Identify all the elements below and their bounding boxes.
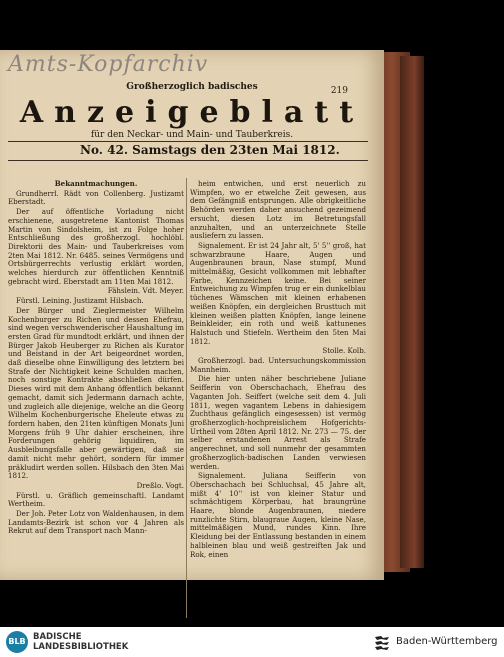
column-divider [186, 178, 187, 618]
issue-line: No. 42. Samstags den 23ten Mai 1812. [80, 143, 340, 157]
paragraph: Großherzogl. bad. Untersuchungskommission Mannheim. [190, 356, 366, 374]
paragraph: Der Bürger und Zieglermeister Wilhelm Kochenburger zu Richen und dessen Ehefrau, sind wegen verschwenderischer Haushaltung im ersten Grad für mundtodt erklärt, und ihnen der Bürger Jakob Heuberger zu Richen als Kurator und Beistand in der Art beigeordnet worden, daß dieselbe ohne Einwilligung des letztern bei Strafe der Nichtigkeit keine Schulden machen, noch sonstige Kontrakte abschließen dürfen. Dieses wird mit dem Anhang öffentlich bekannt gemacht, damit sich Jedermann darnach achte, und zugleich alle diejenige, welche an die Georg Wilhelm Kochenburgerische Eheleute etwas zu fordern haben, den 21ten künftigen Monats Juni Morgens früh 9 Uhr dahier erscheinen, ihre Forderungen gehörig liquidiren, im Ausbleibungsfalle aber gewärtigen, daß sie damit nicht mehr gehört, sondern für immer präkludirt werden sollen. Hilsbach den 3ten Mai 1812. [8, 305, 184, 481]
bw-label: Baden-Württemberg [396, 636, 498, 647]
column-right [190, 180, 366, 560]
header-rule-top [8, 141, 368, 142]
paragraph: heim entwichen, und erst neuerlich zu Wimpfen, wo er etwelche Zeit gewesen, aus dem Gefängniß entsprungen. Alle obrigkeitliche Behörden werden daher ansuchend gezeimend ersucht, diesen Lotz im Betretungsfall anzuhalten, und an unterzeichnete Stelle ausliefern zu lassen. [190, 179, 366, 241]
bw-lions-icon [373, 633, 391, 651]
section-heading: Bekanntmachungen. [54, 179, 138, 188]
handwritten-note: Amts-Kopfarchiv [8, 52, 209, 77]
blb-logo-icon: BLB [6, 631, 28, 653]
masthead-subtitle: für den Neckar- und Main- und Tauberkreis. [90, 130, 294, 140]
paragraph: Die hier unten näher beschriebene Juliane Seifferin von Oberschachach, Ehefrau des Vaganten Joh. Seiffert (welche seit dem 4. Juli 1811, wegen vagantem Lebens in dahiesigem Zuchthaus gefänglich eingesessen) ist vermög großherzoglich-hochpreislichem Hofgerichts-Urtheil vom 28ten April 1812. Nr. 273 — 75. der selber erstandenen Arrest als Strafe angerechnet, und soll nunmehr der gesammten großherzoglich-badischen Landen verwiesen werden. [190, 374, 366, 471]
signature-line: Stolle. Kolb. [322, 346, 366, 356]
paragraph: Fürstl. u. Gräflich gemeinschaftl. Landamt Wertheim. [8, 490, 184, 509]
signature-line: Fähslein. Vdt. Meyer. [107, 286, 184, 296]
footer-bar [0, 627, 504, 657]
paragraph: Signalement. Er ist 24 Jahr alt, 5' 5'' groß, hat schwarzbraune Haare, Augen und Augenbraunen braun, Nase stumpf, Mund mittelmäßig, Gesicht vollkommen mit lebhafter Farbe, Kennzeichen keine. Bei seiner Entweichung zu Wimpfen trug er ein dunkelblau tüchenes Wämschen mit kleinen erhabenen weißen Knöpfen, ein dergleichen Brusttuch mit kleinen weißen platten Knöpfen, lange leinene Beinkleider, ein roth und weiß kattunenes Halstuch und Stiefeln. Wertheim den 5ten Mai 1812. [190, 240, 366, 346]
newspaper-page [0, 50, 384, 580]
blb-name-line1: BADISCHE [33, 632, 82, 642]
masthead-line-1: Großherzoglich badisches [126, 82, 258, 92]
column-left [8, 180, 184, 537]
book-edge-back [400, 56, 424, 568]
blb-name [33, 632, 128, 652]
paragraph: Der Joh. Peter Lotz von Waldenhausen, in dem Landamts-Bezirk ist schon vor 4 Jahren als Rekrut auf dem Transport nach Mann- [8, 509, 184, 536]
paragraph: Fürstl. Leining. Justizamt Hilsbach. [16, 296, 144, 306]
paragraph: Der auf öffentliche Vorladung nicht erschienene, ausgetretene Kantonist Thomas Martin von Sindolsheim, ist zu Folge hoher Entschließung des großherzogl. hochlöbl. Direktorii des Main- und Tauberkreises vom 2ten Mai 1812. Nr. 6485. seines Vermögens und Ortsbürgerrechts verlustig erklärt worden, welches hierdurch zur öffentlichen Kenntniß gebracht wird. Eberstadt am 11ten Mai 1812. [8, 207, 184, 286]
page-number: 219 [330, 86, 348, 96]
paragraph: Signalement. Juliana Seifferin von Oberschachach bei Schluchsal, 45 Jahre alt, mißt 4' 10'' ist von kleiner Statur und schmächtigem Körperbau, hat braungrüne Haare, blonde Augenbraunen, niedere runzlichte Stirn, blaugraue Augen, kleine Nase, mittelmäßigen Mund, rundes Kinn. Ihre Kleidung bei der Entlassung bestanden in einem halbleinen blau und weiß gestreiften Jak und Rok, einen [190, 471, 366, 559]
masthead-title: Anzeigeblatt [19, 95, 365, 130]
blb-name-line2: LANDESBIBLIOTHEK [33, 642, 129, 652]
signature-line: Dreßlo. Vogt. [136, 480, 184, 490]
paragraph: Grundherrl. Rädt von Collenberg. Justizamt Eberstadt. [8, 188, 184, 207]
header-rule-bottom [8, 160, 368, 161]
